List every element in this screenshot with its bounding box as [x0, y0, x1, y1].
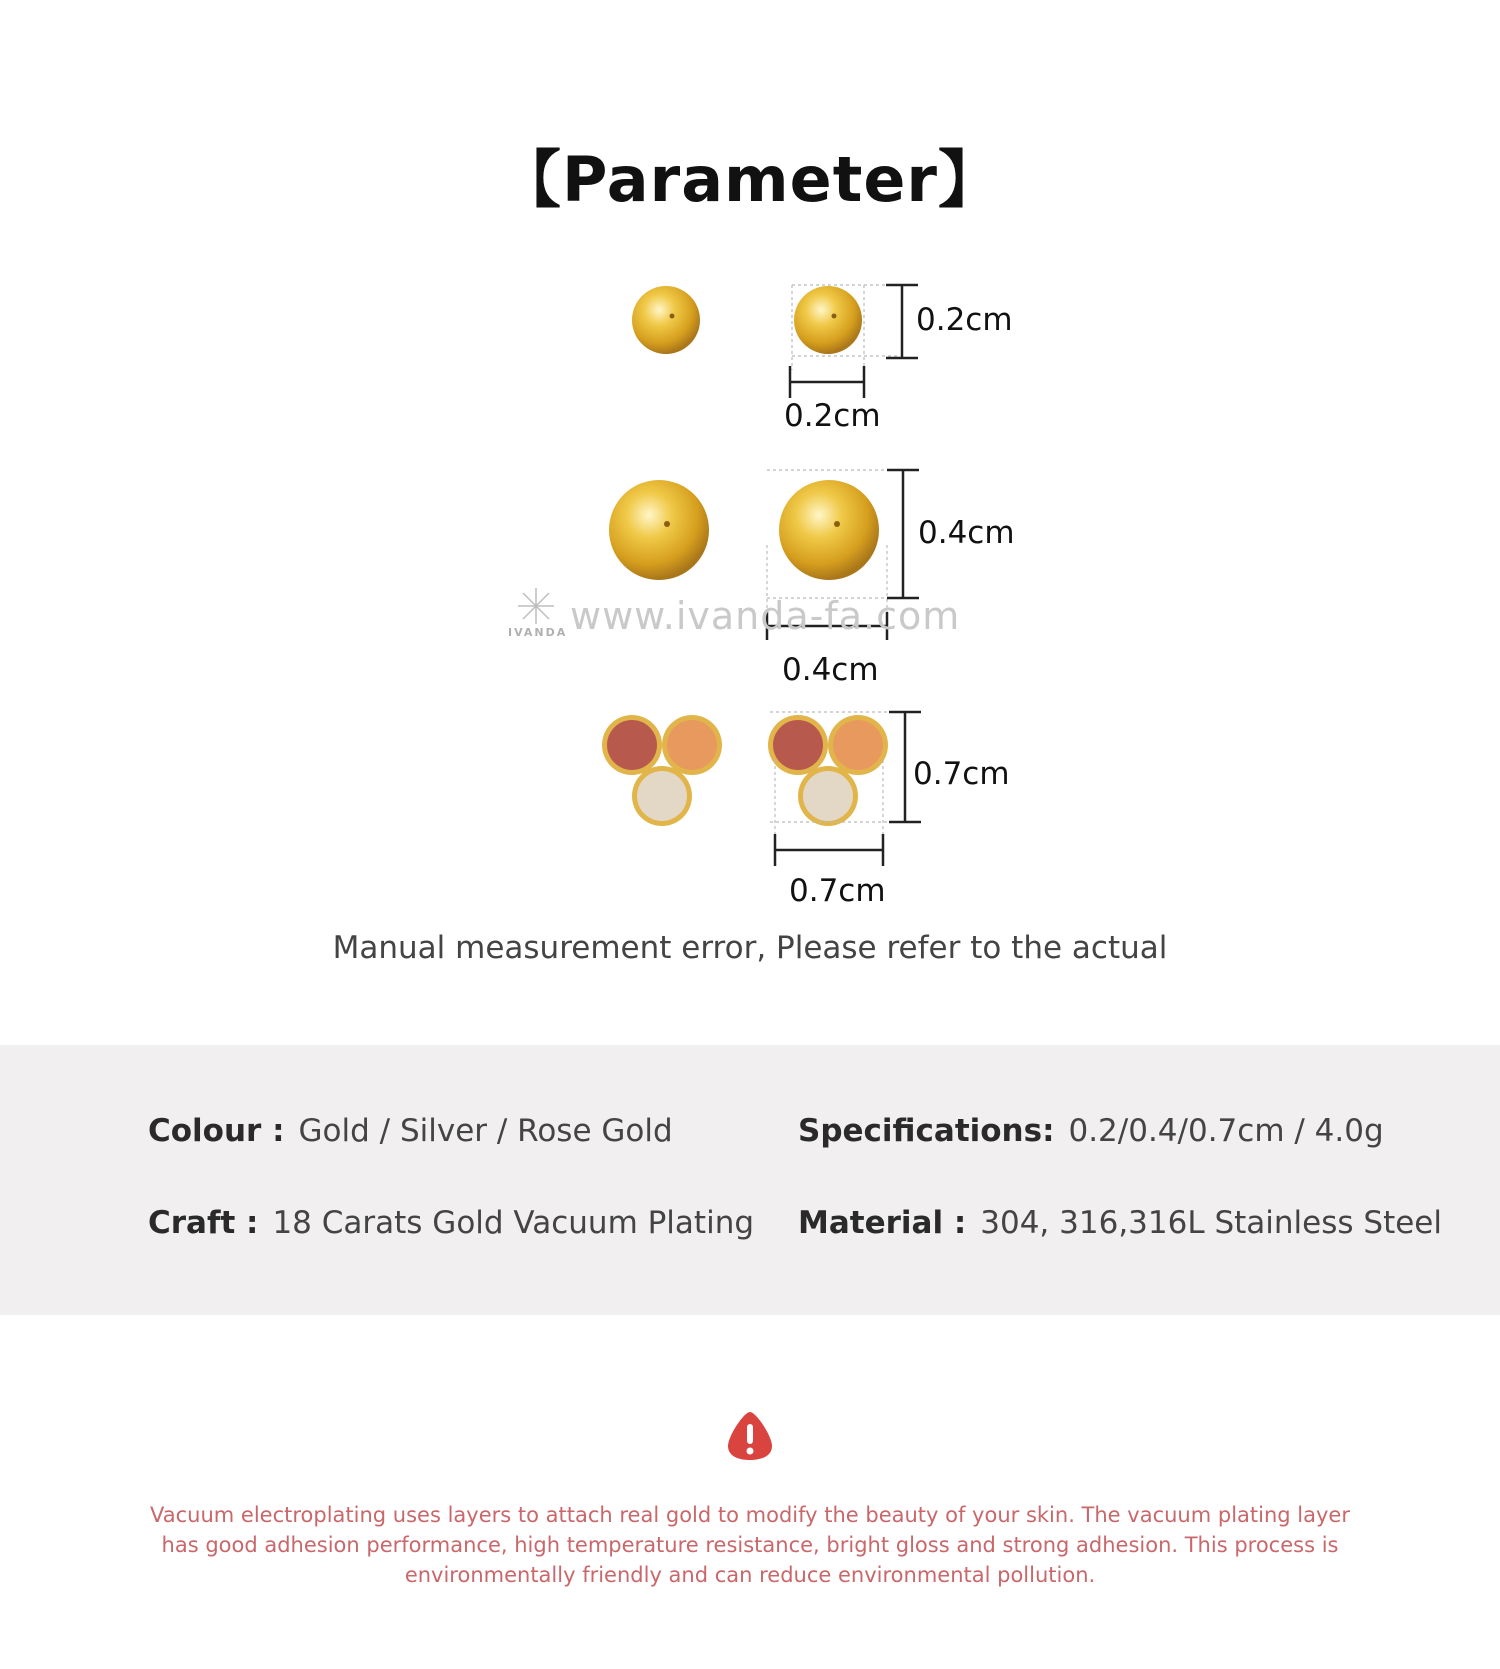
width-label-small: 0.2cm	[784, 398, 881, 434]
craft-label: Craft :	[148, 1205, 259, 1241]
colour-spec	[148, 1113, 673, 1149]
colour-value: Gold / Silver / Rose Gold	[298, 1113, 673, 1149]
page-title: 【Parameter】	[499, 143, 1001, 216]
width-label-large: 0.7cm	[789, 873, 886, 909]
ball-stud-small	[632, 286, 700, 354]
exclamation-icon	[726, 1410, 774, 1462]
colour-label: Colour :	[148, 1113, 285, 1149]
specifications-spec	[798, 1113, 1384, 1149]
trio-enamel-stud	[602, 715, 722, 826]
material-label: Material :	[798, 1205, 967, 1241]
plating-description: Vacuum electroplating uses layers to attach real gold to modify the beauty of your skin. The vacuum plating layer has good adhesion performance, high temperature resistance, bright gloss and strong adhesion. This process is environmentally friendly and can reduce environmental pollution.	[150, 1503, 1350, 1587]
measurement-note: Manual measurement error, Please refer to the actual	[332, 930, 1168, 966]
material-value: 304, 316,316L Stainless Steel	[980, 1205, 1442, 1241]
ball-stud-small-measured	[790, 285, 918, 398]
watermark	[508, 590, 978, 650]
ball-stud-medium	[609, 480, 709, 580]
material-spec	[798, 1205, 1442, 1241]
width-label-medium: 0.4cm	[782, 652, 879, 688]
sparkle-logo-icon	[514, 586, 558, 626]
craft-spec	[148, 1205, 754, 1241]
specifications-panel	[0, 1045, 1500, 1315]
specifications-label: Specifications:	[798, 1113, 1055, 1149]
craft-value: 18 Carats Gold Vacuum Plating	[272, 1205, 755, 1241]
watermark-brand: IVANDA	[508, 626, 568, 639]
specifications-value: 0.2/0.4/0.7cm / 4.0g	[1068, 1113, 1384, 1149]
height-label-large: 0.7cm	[913, 756, 1010, 792]
trio-enamel-stud-measured	[768, 712, 921, 866]
height-label-medium: 0.4cm	[918, 515, 1015, 551]
height-label-small: 0.2cm	[916, 302, 1013, 338]
watermark-url: www.ivanda-fa.com	[570, 594, 961, 638]
